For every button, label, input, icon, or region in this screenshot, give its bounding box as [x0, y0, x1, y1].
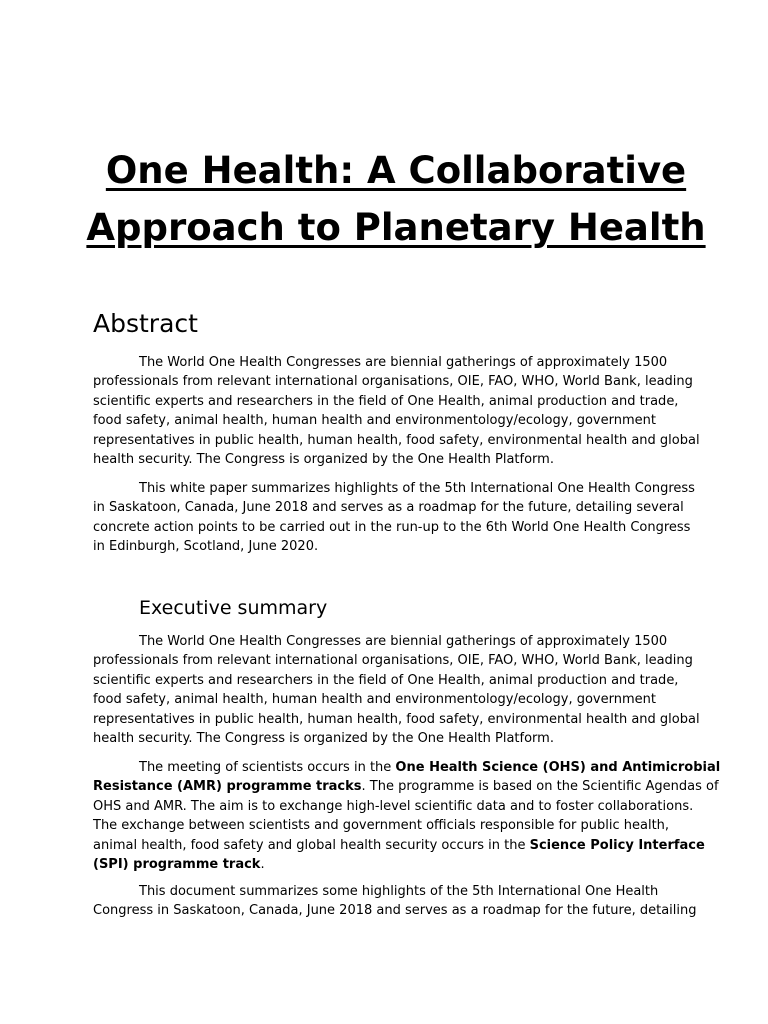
abstract-paragraph-2	[93, 479, 695, 557]
text-line: This white paper summarizes highlights of the 5th International One Health Congress	[139, 481, 695, 496]
text-line: OHS and AMR. The aim is to exchange high-level scientific data and to foster collaborations.	[93, 798, 694, 814]
text-line: The exchange between scientists and government officials responsible for public health,	[93, 818, 670, 834]
executive-summary-heading: Executive summary	[139, 597, 328, 619]
text-line: scientific experts and researchers in the field of One Health, animal production and trade,	[93, 393, 679, 409]
text-line	[93, 758, 721, 777]
text-run: animal health, food safety and global health security occurs in the	[93, 837, 530, 853]
text-line: concrete action points to be carried out in the run-up to the 6th World One Health Congress	[93, 519, 691, 535]
text-line: health security. The Congress is organized by the One Health Platform.	[93, 452, 554, 468]
title-line-2: Approach to Planetary Health	[86, 206, 706, 249]
document-title	[0, 142, 768, 256]
text-line: professionals from relevant international organisations, OIE, FAO, WHO, World Bank, leading	[93, 653, 693, 669]
text-line: professionals from relevant international organisations, OIE, FAO, WHO, World Bank, leading	[93, 374, 693, 390]
text-line	[93, 836, 705, 855]
executive-summary-paragraph-1	[93, 632, 700, 748]
bold-text-run: Science Policy Interface	[529, 837, 705, 853]
text-run: .	[260, 857, 265, 873]
text-line: in Edinburgh, Scotland, June 2020.	[93, 539, 319, 555]
text-line: health security. The Congress is organized by the One Health Platform.	[93, 731, 554, 747]
executive-summary-paragraph-2	[93, 758, 721, 874]
text-line: food safety, animal health, human health and environmentology/ecology, government	[93, 413, 656, 429]
text-line: scientific experts and researchers in the field of One Health, animal production and trade,	[93, 672, 679, 688]
text-line: The World One Health Congresses are biennial gatherings of approximately 1500	[139, 355, 668, 370]
text-line: This document summarizes some highlights of the 5th International One Health	[139, 884, 659, 899]
title-line-1: One Health: A Collaborative	[105, 149, 687, 192]
text-line: in Saskatoon, Canada, June 2018 and serves as a roadmap for the future, detailing several	[93, 500, 684, 516]
text-line: food safety, animal health, human health and environmentology/ecology, government	[93, 692, 656, 708]
text-line	[93, 855, 681, 874]
bold-text-run: One Health Science (OHS) and Antimicrobial	[395, 760, 721, 775]
bold-text-run: (SPI) programme track	[93, 857, 261, 873]
text-run: The meeting of scientists occurs in the	[139, 760, 396, 775]
abstract-paragraph-1	[93, 353, 700, 469]
executive-summary-paragraph-3	[93, 882, 697, 921]
text-line: representatives in public health, human health, food safety, environmental health and global	[93, 432, 700, 448]
abstract-heading: Abstract	[93, 309, 198, 338]
text-line	[93, 777, 719, 796]
text-run: . The programme is based on the Scientific Agendas of	[361, 779, 719, 795]
bold-text-run: Resistance (AMR) programme tracks	[93, 779, 362, 795]
text-line: Congress in Saskatoon, Canada, June 2018 and serves as a roadmap for the future, detailing	[93, 903, 697, 919]
text-line: The World One Health Congresses are biennial gatherings of approximately 1500	[139, 634, 668, 649]
text-line: representatives in public health, human health, food safety, environmental health and global	[93, 711, 700, 727]
